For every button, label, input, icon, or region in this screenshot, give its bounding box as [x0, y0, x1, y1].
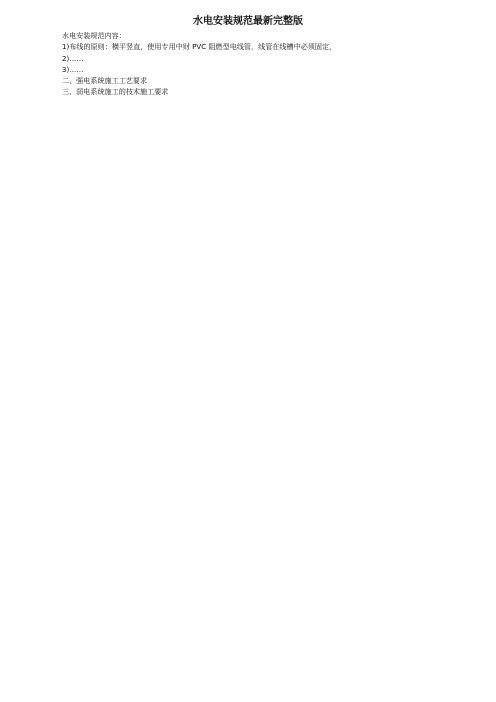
document-line: 三、弱电系统施工的技术施工要求 [62, 87, 169, 97]
document-title: 水电安装规范最新完整版 [193, 16, 303, 27]
document-body [62, 30, 434, 98]
document-line: 水电安装规范内容： [62, 31, 126, 40]
document-line: 3)…… [62, 64, 84, 74]
document-line: 二、强电系统施工工艺要求 [62, 76, 148, 86]
document-line: 1)布线的原则：横平竖直，使用专用中财 PVC 阻燃型电线管，线管在线槽中必须固定， [62, 42, 337, 52]
document-line: 2)…… [62, 53, 84, 63]
